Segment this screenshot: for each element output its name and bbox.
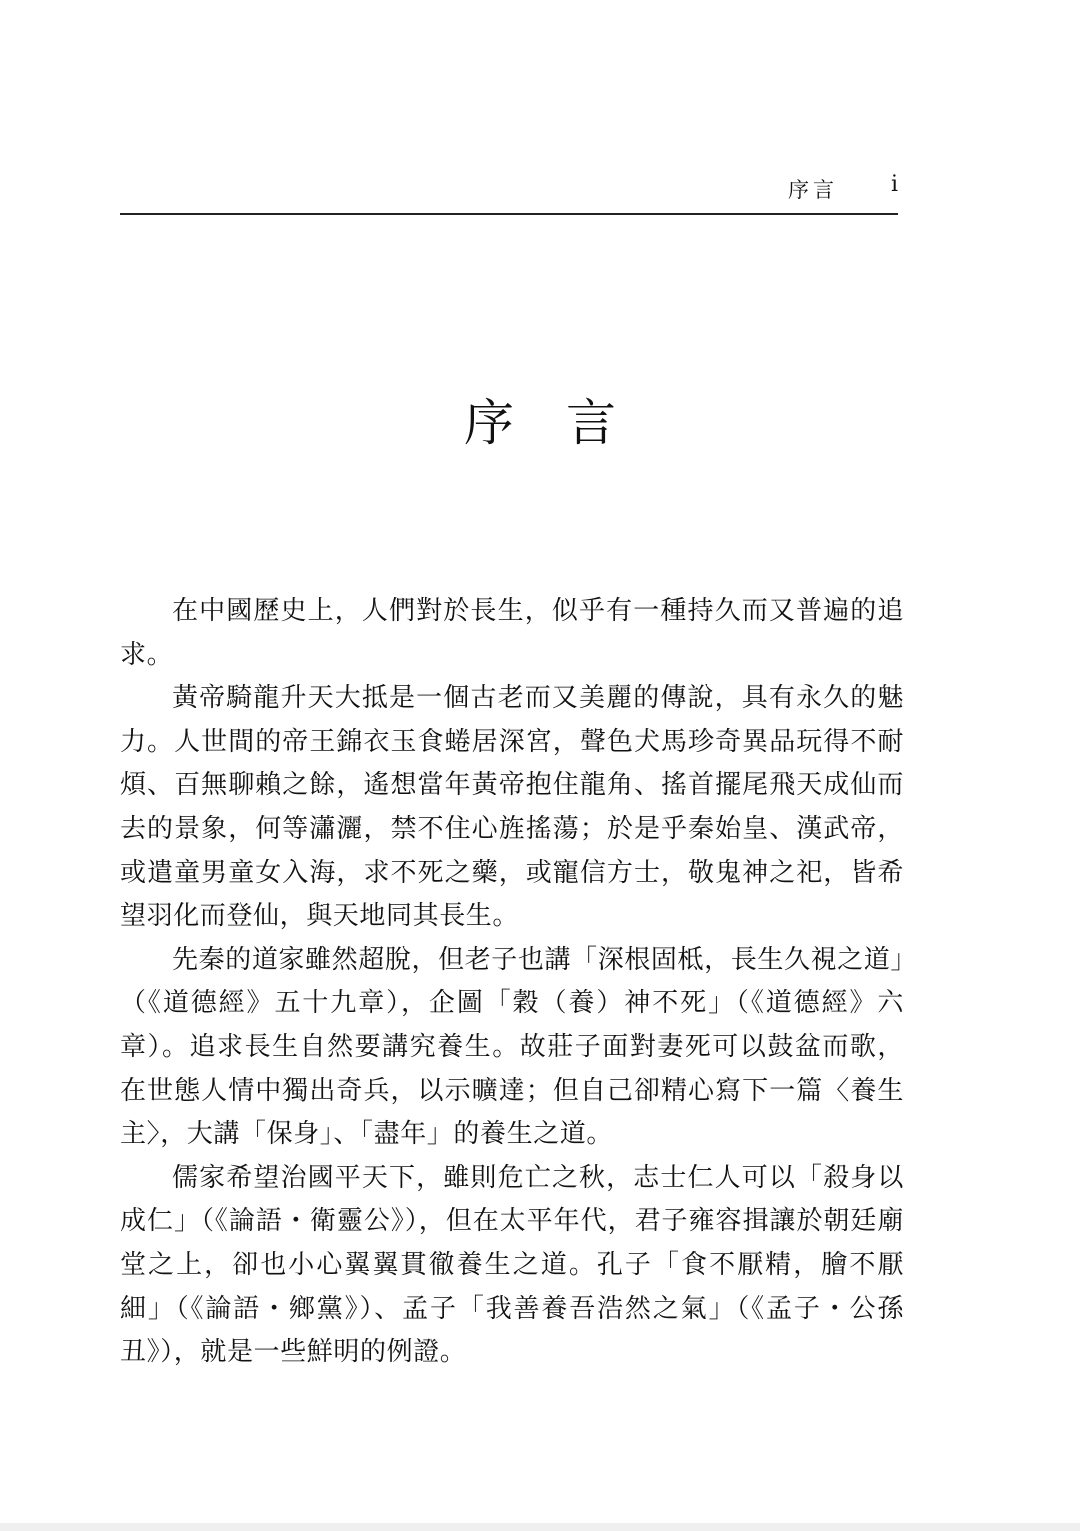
paragraph: 黃帝騎龍升天大抵是一個古老而又美麗的傳說，具有永久的魅力。人世間的帝王錦衣玉食蜷居深宮，聲色犬馬珍奇異品玩得不耐煩、百無聊賴之餘，遙想當年黃帝抱住龍角、搖首擺尾飛天成仙而去的景象，何等瀟灑，禁不住心旌搖蕩；於是乎秦始皇、漢武帝，或遣童男童女入海，求不死之藥，或寵信方士，敬鬼神之祀，皆希望羽化而登仙，與天地同其長生。 (120, 683, 904, 932)
running-header (120, 170, 898, 210)
running-header-title: 序言 (788, 178, 838, 202)
paragraph: 儒家希望治國平天下，雖則危亡之秋，志士仁人可以「殺身以成仁」（《論語・衛靈公》），但在太平年代，君子雍容揖讓於朝廷廟堂之上，卻也小心翼翼貫徹養生之道。孔子「食不厭精，膾不厭細」（《論語・鄉黨》）、孟子「我善養吾浩然之氣」（《孟子・公孫丑》），就是一些鮮明的例證。 (120, 1162, 904, 1368)
paragraph: 在中國歷史上，人們對於長生，似乎有一種持久而又普遍的追求。 (120, 596, 904, 670)
chapter-title: 序言 (464, 394, 668, 452)
page-number: i (890, 172, 898, 197)
paragraph: 先秦的道家雖然超脫，但老子也講「深根固柢，長生久視之道」（《道德經》五十九章），企圖「穀（養）神不死」（《道德經》六章）。追求長生自然要講究養生。故莊子面對妻死可以鼓盆而歌，在世態人情中獨出奇兵，以示曠達；但自己卻精心寫下一篇〈養生主〉，大講「保身」、「盡年」的養生之道。 (120, 944, 904, 1150)
viewer-bottom-bar (0, 1523, 1080, 1531)
header-rule (120, 213, 898, 215)
body-text (120, 590, 904, 1375)
